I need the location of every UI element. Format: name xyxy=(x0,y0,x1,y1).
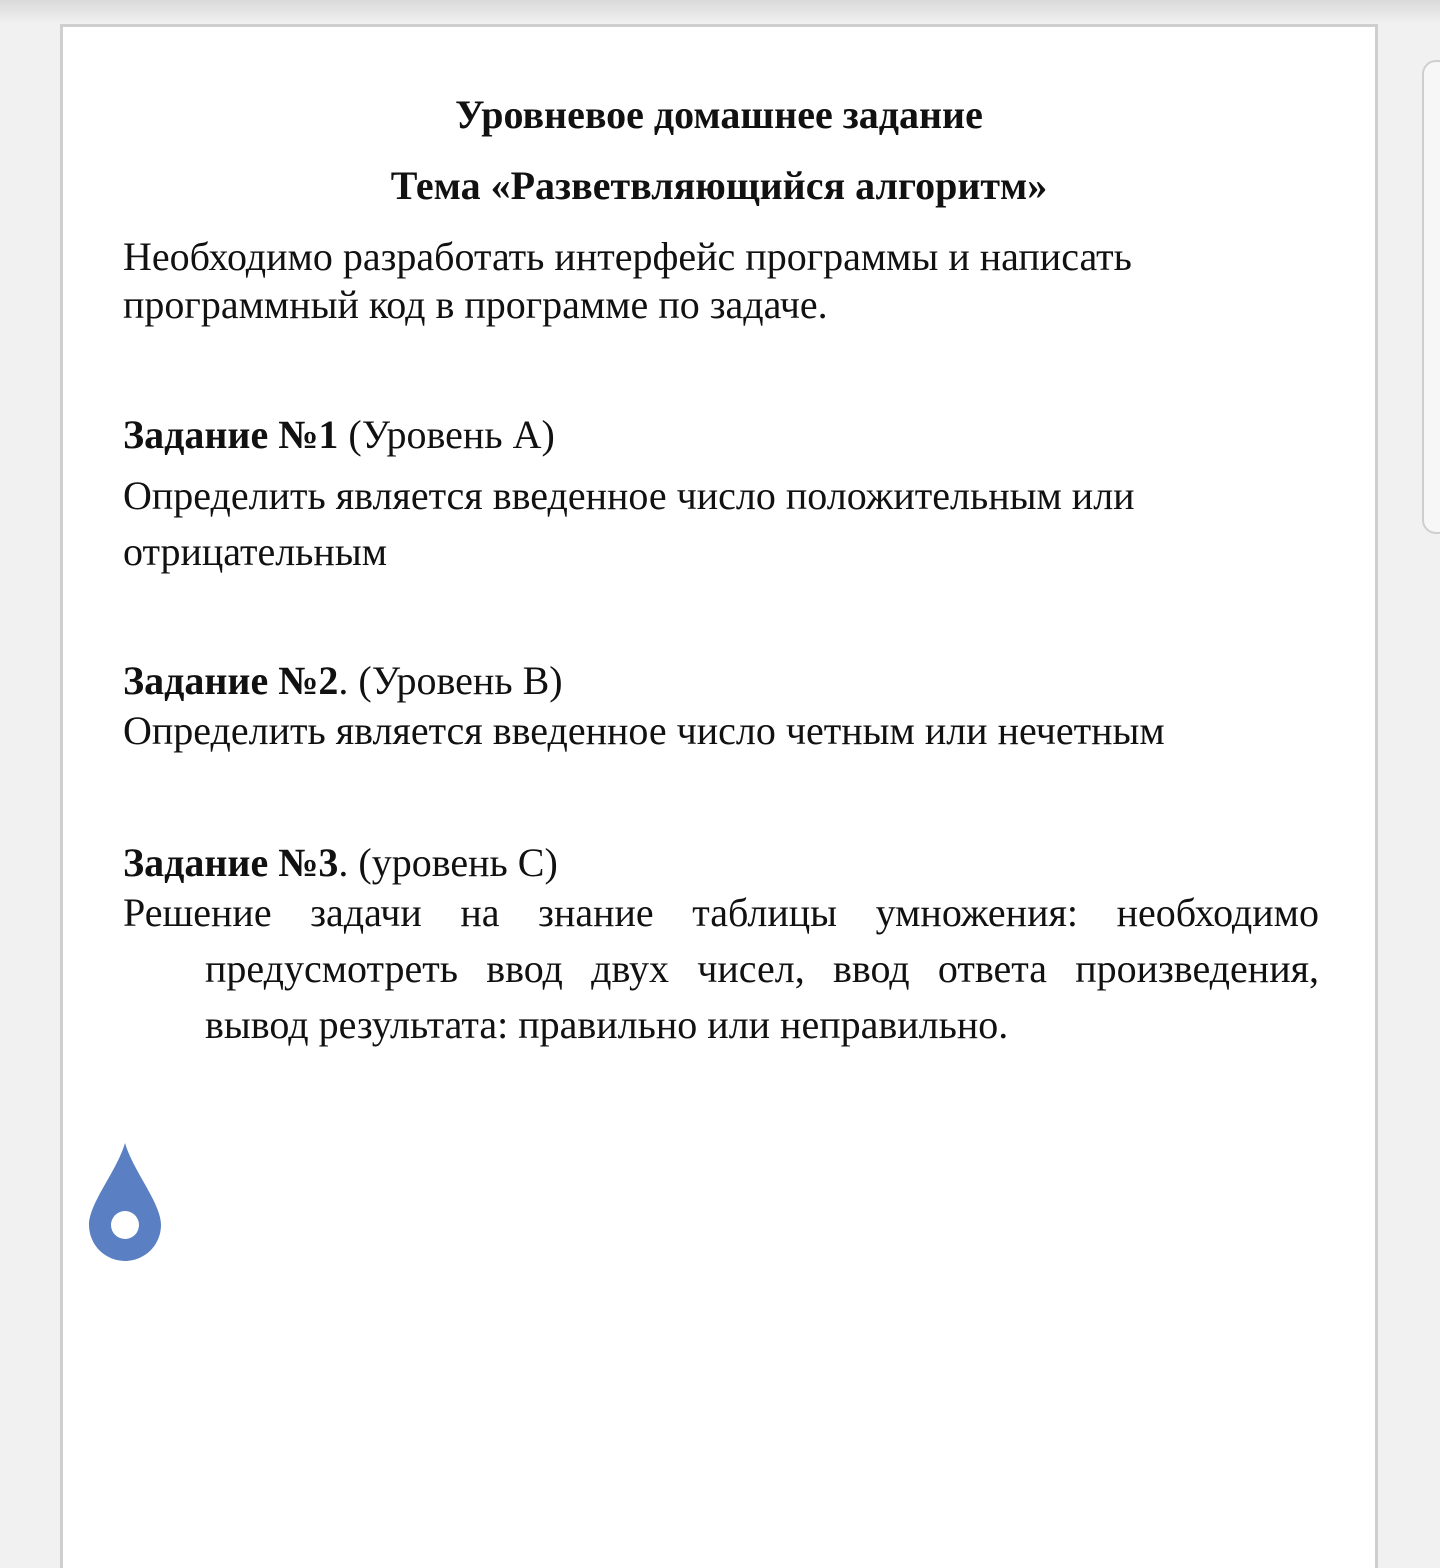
task-1-title: Задание №1 xyxy=(123,412,339,457)
top-shadow xyxy=(0,0,1440,22)
task-3-level: (уровень С) xyxy=(358,840,558,885)
task-1-punct xyxy=(338,412,348,457)
document-title: Уровневое домашнее задание xyxy=(455,92,983,137)
side-panel-handle[interactable] xyxy=(1422,60,1440,534)
document-subtitle: Тема «Разветвляющийся алгоритм» xyxy=(390,163,1048,208)
task-2-level: (Уровень В) xyxy=(358,658,563,703)
task-1-text: Определить является введенное число положительным или отрицательным xyxy=(123,473,1135,574)
task-2-text: Определить является введенное число четным или нечетным xyxy=(123,708,1165,753)
task-1-heading xyxy=(123,411,555,459)
document-page xyxy=(60,24,1378,1568)
task-3-punct: . xyxy=(338,840,359,885)
task-2-punct: . xyxy=(338,658,359,703)
task-3-heading xyxy=(123,839,558,887)
task-3-text: Решение задачи на знание таблицы умножения: необходимо предусмотреть ввод двух чисел, ввод ответа произведения, вывод результата: правильно или неправильно. xyxy=(123,890,1319,1047)
task-3-title: Задание №3 xyxy=(123,840,339,885)
text-cursor-handle-icon[interactable] xyxy=(87,1141,163,1263)
task-2-title: Задание №2 xyxy=(123,658,339,703)
task-1-level: (Уровень А) xyxy=(348,412,555,457)
task-2-heading xyxy=(123,657,563,705)
intro-paragraph: Необходимо разработать интерфейс программы и написать программный код в программе по задаче. xyxy=(123,234,1132,327)
